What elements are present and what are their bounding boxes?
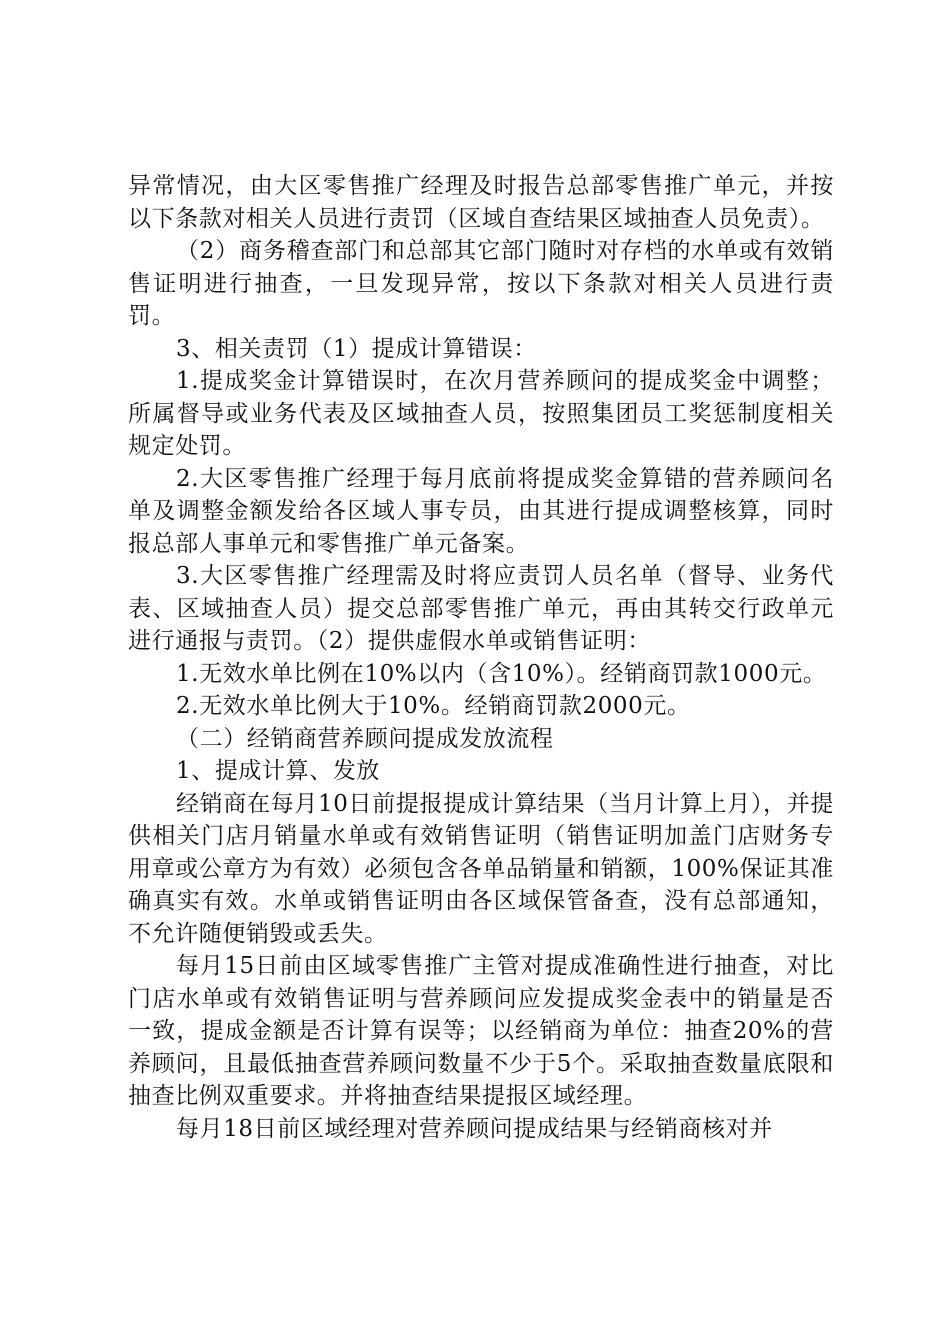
paragraph-spot-check: 每月15日前由区域零售推广主管对提成准确性进行抽查，对比门店水单或有效销售证明与营养顾问应发提成奖金表中的销量是否一致，提成金额是否计算有误等；以经销商为单位：抽查20%的营养顾问，且最低抽查营养顾问数量不少于5个。采取抽查数量底限和抽查比例双重要求。并将抽查结果提报区域经理。 (128, 953, 834, 1109)
paragraph-penalty-item-1: 1.提成奖金计算错误时，在次月营养顾问的提成奖金中调整；所属督导或业务代表及区域抽查人员，按照集团员工奖惩制度相关规定处罚。 (128, 368, 834, 459)
paragraph-penalty-heading: 3、相关责罚（1）提成计算错误： (176, 335, 537, 362)
paragraph-false-receipt-item-1: 1.无效水单比例在10%以内（含10%）。经销商罚款1000元。 (176, 660, 827, 687)
paragraph-penalty-item-3: 3.大区零售推广经理需及时将应责罚人员名单（督导、业务代表、区域抽查人员）提交总部零售推广单元，再由其转交行政单元进行通报与责罚。（2）提供虚假水单或销售证明： (128, 563, 834, 654)
paragraph-dealer-submission: 经销商在每月10日前提报提成计算结果（当月计算上月），并提供相关门店月销量水单或有效销售证明（销售证明加盖门店财务专用章或公章方为有效）必须包含各单品销量和销额，100%保证其准确真实有效。水单或销售证明由各区域保管备查，没有总部通知，不允许随便销毁或丢失。 (128, 790, 834, 947)
paragraph-regional-verification: 每月18日前区域经理对营养顾问提成结果与经销商核对并 (176, 1115, 773, 1142)
subsection-heading-calculation: 1、提成计算、发放 (176, 758, 381, 784)
paragraph-abnormal-report: 异常情况，由大区零售推广经理及时报告总部零售推广单元，并按以下条款对相关人员进行责罚（区域自查结果区域抽查人员免责）。 (128, 173, 834, 232)
paragraph-audit-department: （2）商务稽查部门和总部其它部门随时对存档的水单或有效销售证明进行抽查，一旦发现异常，按以下条款对相关人员进行责罚。 (128, 238, 834, 329)
paragraph-penalty-item-2: 2.大区零售推广经理于每月底前将提成奖金算错的营养顾问名单及调整金额发给各区域人事专员，由其进行提成调整核算，同时报总部人事单元和零售推广单元备案。 (128, 465, 834, 557)
paragraph-false-receipt-item-2: 2.无效水单比例大于10%。经销商罚款2000元。 (176, 693, 691, 719)
document-body (128, 170, 834, 1145)
section-heading-commission-process: （二）经销商营养顾问提成发放流程 (176, 725, 554, 752)
